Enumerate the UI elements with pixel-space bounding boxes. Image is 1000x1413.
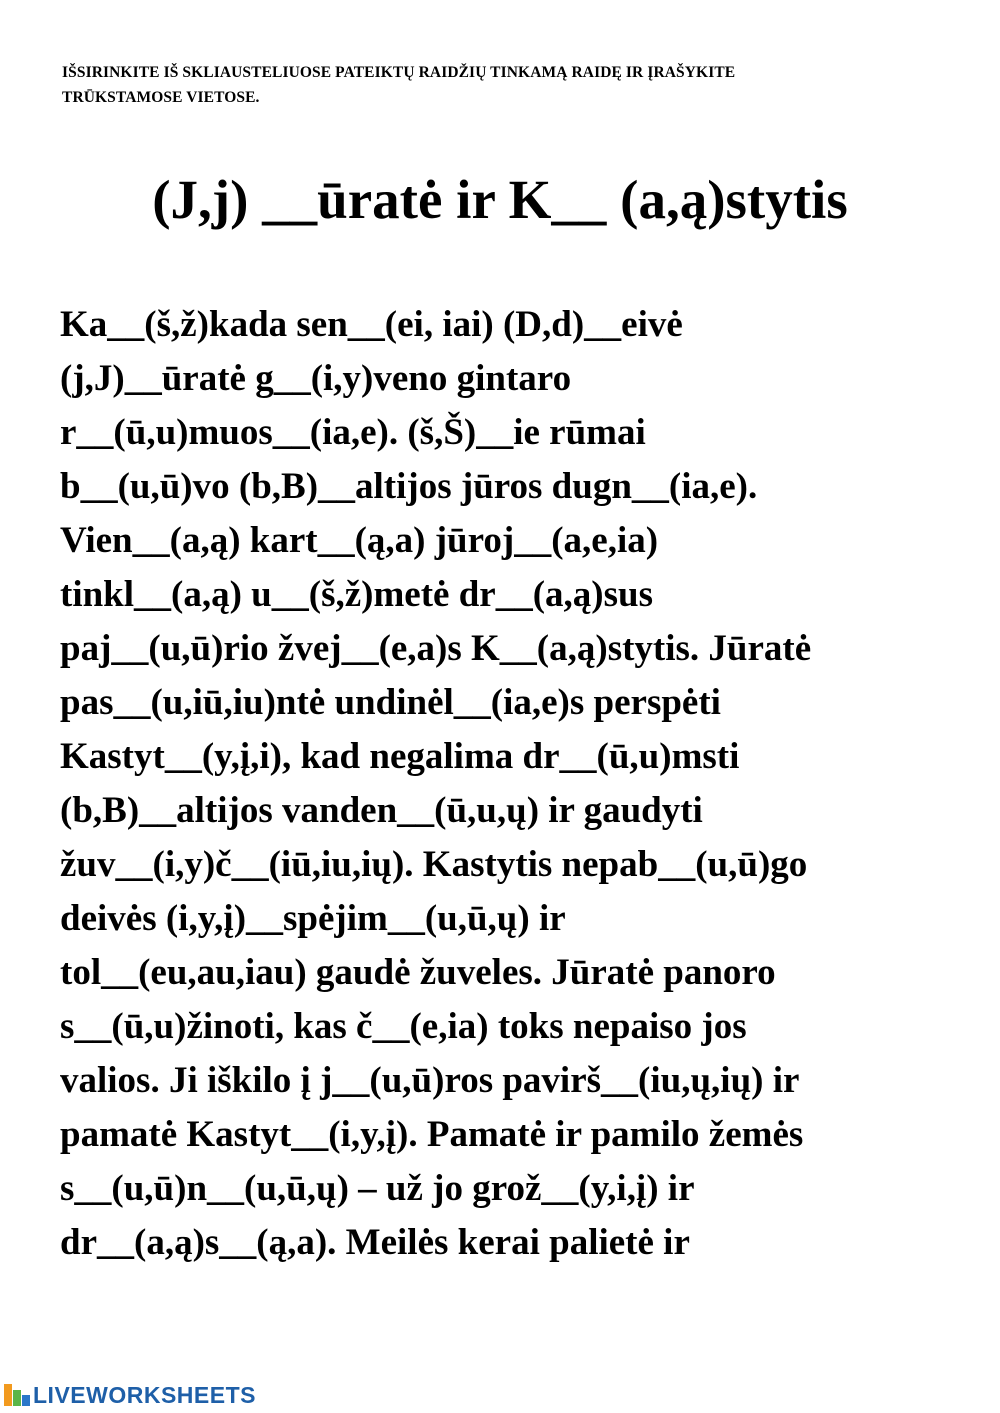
exercise-line-2: (j,J)__ūratė g__(i,y)veno gintaro (60, 358, 572, 399)
exercise-line-7: paj__(u,ū)rio žvej__(e,a)s K__(a,ą)stytis. Jūratė (60, 628, 812, 669)
instruction (62, 60, 962, 110)
liveworksheets-footer[interactable] (4, 1380, 256, 1410)
exercise-line-9: Kastyt__(y,į,i), kad negalima dr__(ū,u)msti (60, 736, 740, 777)
exercise-line-11: žuv__(i,y)č__(iū,iu,ių). Kastytis nepab__(u,ū)go (60, 844, 808, 885)
instruction-line-2: TRŪKSTAMOSE VIETOSE. (62, 89, 260, 106)
logo-bar-blue (22, 1395, 30, 1406)
logo-bar-orange (4, 1384, 12, 1406)
exercise-text (60, 298, 980, 1270)
exercise-line-14: s__(ū,u)žinoti, kas č__(e,ia) toks nepaiso jos (60, 1006, 747, 1047)
exercise-line-4: b__(u,ū)vo (b,B)__altijos jūros dugn__(ia,e). (60, 466, 758, 507)
exercise-line-12: deivės (i,y,į)__spėjim__(u,ū,ų) ir (60, 898, 566, 939)
exercise-line-6: tinkl__(a,ą) u__(š,ž)metė dr__(a,ą)sus (60, 574, 653, 615)
exercise-line-5: Vien__(a,ą) kart__(ą,a) jūroj__(a,e,ia) (60, 520, 659, 561)
logo-bar-green (13, 1390, 21, 1406)
liveworksheets-brand: LIVEWORKSHEETS (33, 1381, 256, 1408)
exercise-line-16: pamatė Kastyt__(i,y,į). Pamatė ir pamilo žemės (60, 1114, 804, 1155)
liveworksheets-logo-icon (4, 1382, 30, 1408)
exercise-line-13: tol__(eu,au,iau) gaudė žuveles. Jūratė panoro (60, 952, 776, 993)
exercise-line-3: r__(ū,u)muos__(ia,e). (š,Š)__ie rūmai (60, 412, 646, 453)
exercise-line-15: valios. Ji iškilo į j__(u,ū)ros pavirš__(iu,ų,ių) ir (60, 1060, 800, 1101)
worksheet-title: (J,j) __ūratė ir K__ (a,ą)stytis (152, 169, 848, 230)
exercise-line-10: (b,B)__altijos vanden__(ū,u,ų) ir gaudyti (60, 790, 703, 831)
exercise-line-17: s__(u,ū)n__(u,ū,ų) – už jo grož__(y,i,į) ir (60, 1168, 695, 1209)
instruction-line-1: IŠSIRINKITE IŠ SKLIAUSTELIUOSE PATEIKTŲ RAIDŽIŲ TINKAMĄ RAIDĘ IR ĮRAŠYKITE (62, 64, 736, 81)
exercise-line-1: Ka__(š,ž)kada sen__(ei, iai) (D,d)__eivė (60, 304, 683, 345)
exercise-line-8: pas__(u,iū,iu)ntė undinėl__(ia,e)s perspėti (60, 682, 721, 723)
exercise-line-18: dr__(a,ą)s__(ą,a). Meilės kerai palietė ir (60, 1222, 690, 1263)
